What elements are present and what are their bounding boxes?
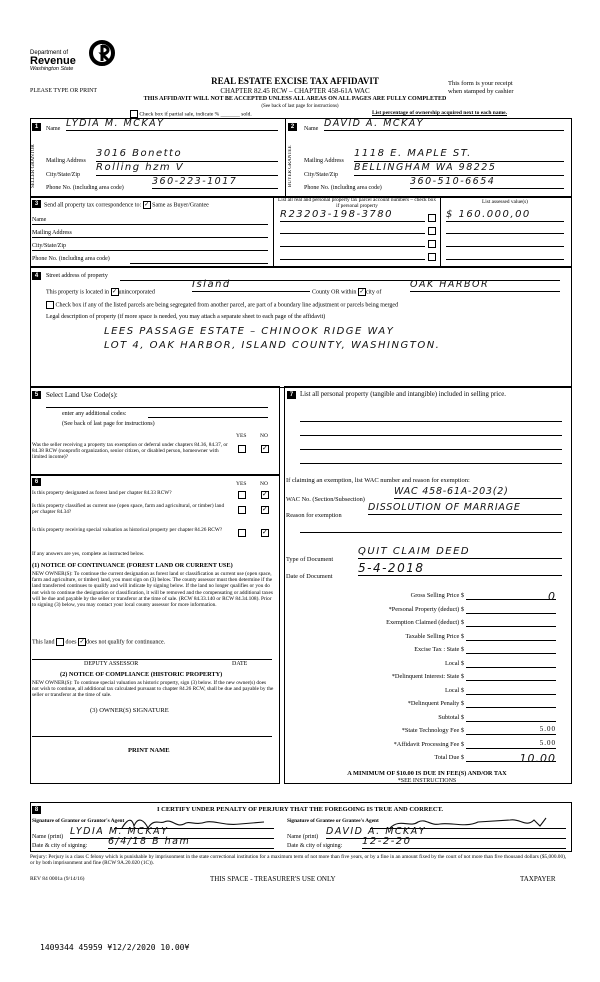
seller-name-field[interactable]: LYDIA M. MCKAY — [66, 118, 278, 131]
land-use-field[interactable] — [46, 401, 268, 408]
additional-codes-field[interactable] — [148, 410, 268, 418]
personal-property-line-3[interactable] — [300, 445, 562, 450]
seller-city-field[interactable]: Rolling hzm V — [96, 162, 278, 176]
personal-property-line-2[interactable] — [300, 431, 562, 436]
s5-yes-header: YES — [236, 433, 247, 439]
s3-name-label: Name — [32, 217, 47, 223]
section-6-box — [30, 474, 280, 784]
notice-compliance-title: (2) NOTICE OF COMPLIANCE (HISTORIC PROPERTY) — [60, 671, 223, 678]
current-use-yes-checkbox[interactable] — [238, 506, 246, 514]
owner-signature-line[interactable] — [32, 732, 272, 737]
buyer-addr-field[interactable]: 1118 E. MAPLE ST. — [354, 148, 564, 162]
buyer-phone-label: Phone No. (including area code) — [304, 185, 382, 191]
parcel-field-1[interactable]: R23203-198-3780 — [280, 209, 425, 222]
fee-value[interactable] — [466, 617, 556, 627]
assessed-field-2[interactable] — [446, 225, 564, 234]
personal-property-checkbox-4[interactable] — [428, 253, 436, 261]
additional-codes-label: enter any additional codes: — [62, 411, 127, 417]
seller-addr-field[interactable]: 3016 Bonetto — [96, 148, 278, 162]
taxpayer-label: TAXPAYER — [520, 875, 556, 883]
partial-sale: Check box if partial sale, indicate % _______ sold. — [130, 110, 252, 118]
s3-phone-field[interactable] — [130, 255, 268, 264]
parcel-header: List all real and personal property tax parcel account numbers – check box if personal property — [278, 197, 436, 210]
seller-side-label: SELLER GRANTOR — [31, 144, 36, 188]
section-3-number: 3 — [32, 200, 41, 208]
notice-compliance-body: NEW OWNER(S): To continue special valuation as historic property, sign (3) below. If the new owner(s) does not wish to continue, all additional tax calculated pursuant to chapter 84.26 RCW, shall be due and payable by the seller or transferor at the time of sale. — [32, 680, 274, 699]
form-chapter: CHAPTER 82.45 RCW – CHAPTER 458-61A WAC — [220, 87, 370, 95]
print-name-label: PRINT NAME — [128, 747, 170, 754]
unincorporated-checkbox[interactable]: ✓ — [111, 289, 118, 295]
wac-label: WAC No. (Section/Subsection) — [286, 496, 365, 503]
receipt-note-1: This form is your receipt — [448, 80, 513, 87]
fee-label: Local $ — [444, 659, 464, 667]
grantor-name-field[interactable]: LYDIA M. MCKAY — [70, 826, 274, 839]
s5-no-header: NO — [260, 433, 268, 439]
fee-label: Taxable Selling Price $ — [405, 632, 464, 640]
section-4-number: 4 — [32, 272, 41, 280]
grantor-date-field[interactable]: 6/4/18 B ham — [108, 836, 274, 849]
parcel-field-2[interactable] — [280, 225, 425, 234]
logo-line3: Washington State — [30, 66, 74, 72]
fee-value[interactable]: 10.00 — [466, 752, 556, 762]
exemption-question: Was the seller receiving a property tax exemption or deferral under chapters 84.36, 84.37, or 84.38 RCW (nonprofit organization, senior citizen, or disabled person, homeowner with limited income)? — [32, 442, 228, 461]
s3-addr-label: Mailing Address — [32, 230, 72, 236]
section-6-number: 6 — [32, 478, 41, 486]
receipt-note-2: when stamped by cashier — [448, 88, 514, 95]
same-as-buyer-checkbox[interactable]: ✓ — [144, 202, 150, 208]
s3-city-label: City/State/Zip — [32, 243, 66, 249]
reason-label: Reason for exemption — [286, 512, 342, 519]
fee-label: *Personal Property (deduct) $ — [388, 605, 464, 613]
fee-value[interactable] — [466, 631, 556, 641]
section-7-number: 7 — [287, 391, 296, 399]
grantor-signature-label: Signature of Grantor or Grantor's Agent — [32, 818, 125, 824]
county-field[interactable]: Island — [192, 279, 310, 292]
logo-line1: Department of — [30, 50, 69, 56]
fee-value[interactable] — [466, 712, 556, 722]
certify-statement: I CERTIFY UNDER PENALTY OF PERJURY THAT THE FOREGOING IS TRUE AND CORRECT. — [156, 806, 443, 813]
seller-phone-label: Phone No. (including area code) — [46, 185, 124, 191]
minimum-due-note: A MINIMUM OF $10.00 IS DUE IN FEE(S) AND/OR TAX — [347, 770, 507, 777]
revenue-logo-icon — [88, 40, 116, 66]
grantee-name-field[interactable]: DAVID A. MCKAY — [326, 826, 566, 839]
notice-continuance-title: (1) NOTICE OF CONTINUANCE (FOREST LAND OR CURRENT USE) — [32, 562, 233, 569]
if-yes-note: If any answers are yes, complete as instructed below. — [32, 551, 145, 557]
legal-description-line-1[interactable]: LEES PASSAGE ESTATE – CHINOOK RIDGE WAY — [104, 326, 395, 337]
segregate-note: Check box if any of the listed parcels are being segregated from another parcel, are part of a boundary line adjustment or parcels being merged — [46, 301, 398, 309]
personal-property-line-1[interactable] — [300, 417, 562, 422]
grantee-date-field[interactable]: 12-2-20 — [362, 836, 566, 849]
buyer-city-label: City/State/Zip — [304, 172, 338, 178]
does-not-qualify-checkbox[interactable]: ✓ — [79, 639, 85, 645]
buyer-phone-field[interactable]: 360-510-6654 — [410, 176, 564, 189]
fee-value[interactable] — [466, 685, 556, 695]
fee-label: *State Technology Fee $ — [401, 727, 464, 734]
fee-label: *Affidavit Processing Fee $ — [393, 740, 464, 748]
treasurer-stamp: 1409344 45959 ¥12/2/2020 10.00¥ — [40, 943, 190, 952]
section-5-box — [30, 386, 280, 476]
buyer-addr-label: Mailing Address — [304, 158, 344, 164]
street-address-label: Street address of property — [46, 273, 108, 279]
personal-property-checkbox-3[interactable] — [428, 240, 436, 248]
fee-label: Subtotal $ — [438, 713, 464, 721]
rev-number: REV 84 0001a (9/14/16) — [30, 876, 85, 882]
buyer-name-field[interactable]: DAVID A. MCKAY — [324, 118, 564, 131]
fee-value[interactable] — [466, 698, 556, 708]
please-type: PLEASE TYPE OR PRINT — [30, 88, 98, 94]
pct-ownership: List percentage of ownership acquired next to each name. — [372, 110, 507, 116]
seller-phone-field[interactable]: 360-223-1017 — [152, 176, 278, 189]
s3-name-field[interactable] — [32, 216, 268, 225]
assessed-header: List assessed value(s) — [482, 199, 528, 205]
s5-see-back: (See back of last page for instructions) — [62, 421, 155, 427]
doc-date-field[interactable]: 5-4-2018 — [358, 561, 562, 576]
assessed-field-1[interactable]: $ 160.000,00 — [446, 209, 564, 222]
s3-addr-field[interactable] — [32, 229, 268, 238]
reason-line-2[interactable] — [300, 528, 562, 533]
s6-yes-header: YES — [236, 481, 247, 487]
seller-name-label: Name — [46, 126, 61, 132]
reason-field[interactable]: DISSOLUTION OF MARRIAGE — [368, 502, 562, 515]
county-label: County OR within ✓city of — [312, 289, 382, 296]
seller-addr-label: Mailing Address — [46, 158, 86, 164]
send-correspondence-label: Send all property tax correspondence to: ✓ Same as Buyer/Grantee — [44, 202, 209, 209]
buyer-city-field[interactable]: BELLINGHAM WA 98225 — [354, 162, 564, 176]
treasurer-use: THIS SPACE - TREASURER'S USE ONLY — [210, 875, 336, 883]
land-use-label: Select Land Use Code(s): — [46, 391, 118, 399]
fee-value[interactable]: 5.00 — [466, 725, 556, 735]
current-use-no-checkbox[interactable]: ✓ — [262, 505, 268, 513]
partial-sale-checkbox[interactable] — [130, 110, 138, 118]
grantee-name-label: Name (print) — [287, 834, 319, 840]
fee-label: Excise Tax : State $ — [414, 646, 464, 653]
fee-value[interactable] — [466, 604, 556, 614]
s6-no-header: NO — [260, 481, 268, 487]
forest-yes-checkbox[interactable] — [238, 491, 246, 499]
legal-description-line-2[interactable]: LOT 4, OAK HARBOR, ISLAND COUNTY, WASHINGTON. — [104, 340, 441, 351]
form-title: REAL ESTATE EXCISE TAX AFFIDAVIT — [211, 76, 379, 86]
grantee-signature-label: Signature of Grantee or Grantee's Agent — [287, 818, 379, 824]
current-use-question: Is this property classified as current use (open space, farm and agricultural, or timber) land per chapter 84.34? — [32, 503, 225, 516]
see-back: (See back of last page for instructions) — [261, 104, 339, 109]
wac-field[interactable]: WAC 458-61A-203(2) — [394, 486, 562, 499]
forest-no-checkbox[interactable]: ✓ — [262, 490, 268, 498]
historic-yes-checkbox[interactable] — [238, 529, 246, 537]
personal-property-checkbox-2[interactable] — [428, 227, 436, 235]
fee-value[interactable]: 5.00 — [466, 739, 556, 749]
continuance-line: This land does ✓does not qualify for continuance. — [32, 639, 166, 646]
buyer-name-label: Name — [304, 126, 319, 132]
personal-property-line-4[interactable] — [300, 459, 562, 464]
section-2-number: 2 — [288, 123, 297, 131]
exemption-no-checkbox[interactable]: ✓ — [262, 444, 268, 452]
notice-continuance-body: NEW OWNER(S): To continue the current designation as forest land or classification as current use (open space, farm and agriculture, or timber) land, you must sign on (3) below. The county assessor must then determine if the land transferred continues to qualify and will indicate by signing below. If the land no longer qualifies or you do not wish to continue the designation or classification, it will be removed and the compensating or additional taxes will be due and payable by the seller or transferor at the time of sale. (RCW 84.33.140 or RCW 84.34.108). Prior to signing (3) below, you may contact your local county assessor for more information. — [32, 571, 273, 609]
seller-city-label: City/State/Zip — [46, 172, 80, 178]
fee-value[interactable] — [466, 671, 556, 681]
see-instructions-note: *SEE INSTRUCTIONS — [397, 778, 457, 784]
exemption-yes-checkbox[interactable] — [238, 445, 246, 453]
fee-label: Local $ — [444, 686, 464, 694]
located-label: This property is located in ✓unincorporated — [46, 289, 155, 296]
personal-property-label: List all personal property (tangible and intangible) included in selling price. — [300, 391, 506, 398]
s3-city-field[interactable] — [32, 242, 268, 251]
section-8-number: 8 — [32, 806, 41, 814]
fee-label: *Delinquent Penalty $ — [407, 700, 464, 707]
s3-phone-label: Phone No. (including area code) — [32, 256, 110, 262]
fee-value[interactable] — [466, 658, 556, 668]
owner-signature-label: (3) OWNER(S) SIGNATURE — [90, 707, 169, 714]
section-5-number: 5 — [32, 391, 41, 399]
fee-label: *Delinquent Interest: State $ — [391, 673, 464, 680]
buyer-side-label: BUYER GRANTEE — [288, 145, 293, 187]
doc-date-label: Date of Document — [286, 573, 333, 580]
doc-type-label: Type of Document — [286, 556, 334, 563]
does-qualify-checkbox[interactable] — [56, 638, 64, 646]
fee-label: Total Due $ — [434, 754, 464, 761]
logo-line2: Revenue — [30, 55, 76, 67]
historic-question: Is this property receiving special valuation as historical property per chapter 84.26 RCW? — [32, 527, 223, 533]
legal-description-label: Legal description of property (if more space is needed, you may attach a separate sheet to each page of the affidavit) — [46, 314, 326, 320]
deputy-date-label: DATE — [232, 661, 248, 667]
forest-land-question: Is this property designated as forest land per chapter 84.33 RCW? — [32, 490, 172, 496]
grantor-date-label: Date & city of signing: — [32, 843, 88, 849]
grantee-date-label: Date & city of signing: — [287, 843, 343, 849]
form-warning: THIS AFFIDAVIT WILL NOT BE ACCEPTED UNLESS ALL AREAS ON ALL PAGES ARE FULLY COMPLETED — [143, 96, 447, 102]
grantor-name-label: Name (print) — [32, 834, 64, 840]
parcel-field-4[interactable] — [280, 251, 425, 260]
perjury-note: Perjury: Perjury is a class C felony which is punishable by imprisonment in the state correctional institution for a maximum term of not more than five years, or by a fine in an amount fixed by the court of not more than five thousand dollars ($5,000.00), or by both imprisonment and fine (RCW 9A.20.020 (1C)). — [30, 854, 567, 867]
section-1-number: 1 — [32, 123, 41, 131]
parcel-field-3[interactable] — [280, 238, 425, 247]
assessed-field-3[interactable] — [446, 238, 564, 247]
fee-value[interactable]: 0 — [466, 590, 556, 600]
fee-label: Gross Selling Price $ — [410, 592, 464, 599]
fee-value[interactable] — [466, 644, 556, 654]
personal-property-checkbox-1[interactable] — [428, 214, 436, 222]
doc-type-field[interactable]: QUIT CLAIM DEED — [358, 546, 562, 559]
city-of-field[interactable]: OAK HARBOR — [410, 279, 560, 292]
fee-label: Exemption Claimed (deduct) $ — [386, 619, 464, 626]
deputy-assessor-line[interactable] — [32, 655, 272, 660]
segregate-checkbox[interactable] — [46, 301, 54, 309]
assessed-field-4[interactable] — [446, 251, 564, 260]
historic-no-checkbox[interactable]: ✓ — [262, 528, 268, 536]
claim-exemption-label: If claiming an exemption, list WAC number and reason for exemption: — [286, 477, 470, 484]
deputy-assessor-label: DEPUTY ASSESSOR — [84, 661, 139, 667]
city-of-checkbox[interactable]: ✓ — [359, 289, 365, 295]
